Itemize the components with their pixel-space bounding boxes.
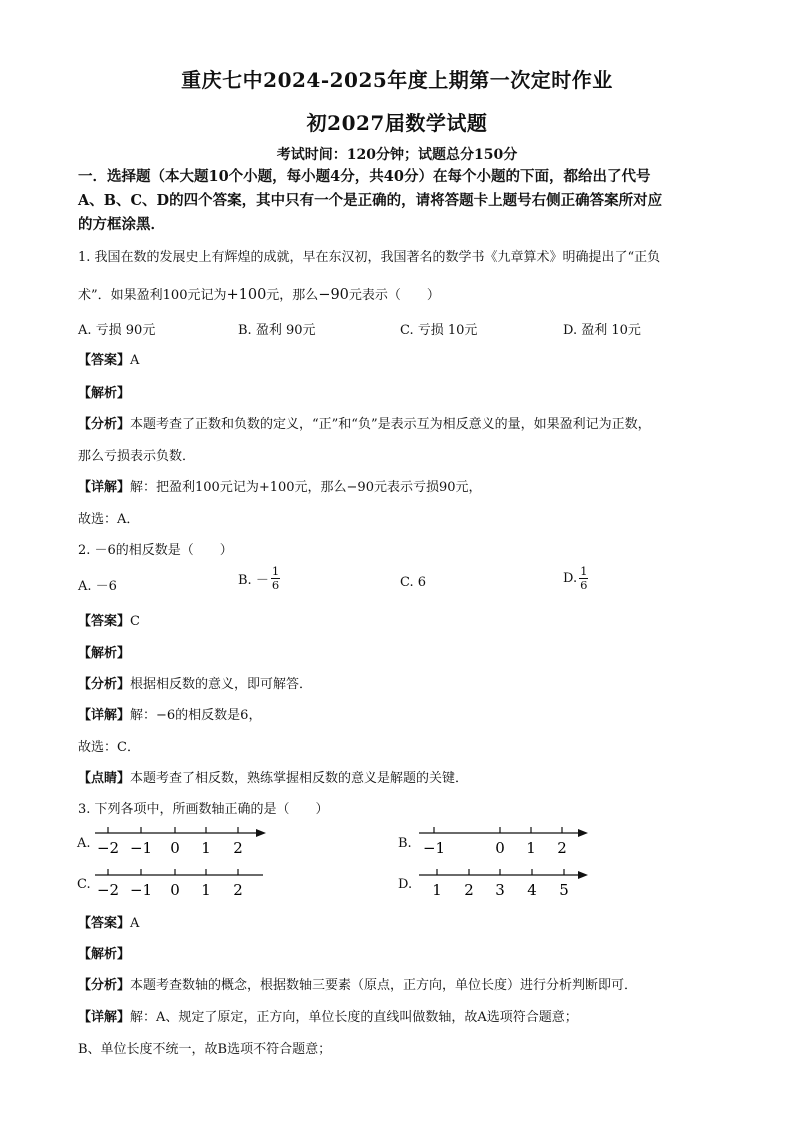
q1-answer bbox=[78, 349, 139, 368]
q1-fenxi-line2: 那么亏损表示负数． bbox=[78, 449, 196, 464]
axis-arrow bbox=[578, 871, 588, 879]
axis-tick-label: 1 bbox=[201, 839, 211, 857]
q2-fenxi bbox=[78, 673, 312, 692]
dianjing-text: 本题考查了相反数，熟练掌握相反数的意义是解题的关键． bbox=[130, 771, 469, 786]
q2-option-a: A. －6 bbox=[78, 579, 117, 594]
q1-analysis-tag: 【解析】 bbox=[78, 386, 131, 401]
q3-detail-b: B、单位长度不统一，故B选项不符合题意； bbox=[78, 1042, 332, 1057]
exam-info: 考试时间：120分钟；试题总分150分 bbox=[276, 147, 518, 163]
axis-c-letter: C. bbox=[77, 877, 91, 892]
q3-answer bbox=[78, 912, 139, 931]
axis-tick-label: −1 bbox=[129, 839, 153, 857]
detail-tag: 【详解】 bbox=[78, 708, 131, 723]
fenxi-tag: 【分析】 bbox=[78, 677, 131, 692]
q1-stem-line2 bbox=[78, 284, 440, 303]
detail-tag: 【详解】 bbox=[78, 480, 131, 495]
q3-stem: 3. 下列各项中，所画数轴正确的是（ ） bbox=[78, 802, 329, 817]
axis-tick-label: 5 bbox=[559, 881, 569, 899]
axis-arrow bbox=[578, 829, 588, 837]
axis-tick-label: 1 bbox=[526, 839, 536, 857]
answer-tag: 【答案】 bbox=[78, 614, 131, 629]
answer-tag: 【答案】 bbox=[78, 916, 131, 931]
q1-option-a: A. 亏损 90元 bbox=[78, 323, 156, 338]
axis-tick-label: −1 bbox=[422, 839, 446, 857]
q1-math-minus90: −90 bbox=[318, 287, 349, 303]
axis-tick-label: −2 bbox=[96, 881, 120, 899]
fraction-numerator: 1 bbox=[580, 564, 588, 578]
answer-tag: 【答案】 bbox=[78, 353, 131, 368]
axis-tick-label: 1 bbox=[201, 881, 211, 899]
axis-tick-label: 0 bbox=[495, 839, 505, 857]
q2-option-d-fraction bbox=[579, 565, 588, 592]
fenxi-tag: 【分析】 bbox=[78, 417, 131, 432]
axis-a-letter: A. bbox=[77, 836, 91, 851]
axis-b-letter: B. bbox=[398, 836, 412, 851]
detail-text: 解：把盈利100元记为+100元，那么−90元表示亏损90元， bbox=[130, 480, 482, 495]
axis-tick-label: 0 bbox=[170, 881, 180, 899]
section-heading-line: A、B、C、D的四个答案，其中只有一个是正确的，请将答题卡上题号右侧正确答案所对应 bbox=[78, 192, 663, 209]
q2-option-b-prefix: B. － bbox=[238, 573, 269, 588]
q2-option-b-fraction bbox=[271, 565, 280, 592]
q1-stem-line1: 1. 我国在数的发展史上有辉煌的成就，早在东汉初，我国著名的数学书《九章算术》明确提出了“正负 bbox=[78, 250, 661, 265]
q1-math-plus100: +100 bbox=[226, 287, 267, 303]
fenxi-text: 本题考查数轴的概念，根据数轴三要素（原点，正方向，单位长度）进行分析判断即可． bbox=[130, 978, 638, 993]
dianjing-tag: 【点睛】 bbox=[78, 771, 131, 786]
axis-tick-label: 3 bbox=[495, 881, 505, 899]
section-heading-line: 一．选择题（本大题10个小题，每小题4分，共40分）在每个小题的下面，都给出了代号 bbox=[78, 168, 651, 185]
answer-value: A bbox=[130, 916, 140, 931]
q2-option-d-prefix: D. bbox=[563, 571, 578, 586]
axis-tick-label: −1 bbox=[129, 881, 153, 899]
number-line-b bbox=[414, 822, 599, 862]
q2-detail bbox=[78, 704, 261, 723]
detail-tag: 【详解】 bbox=[78, 1010, 131, 1025]
number-line-d bbox=[414, 864, 599, 904]
axis-tick-label: 2 bbox=[464, 881, 474, 899]
number-line-c bbox=[90, 864, 275, 904]
q1-choose: 故选：A． bbox=[78, 512, 140, 527]
fenxi-tag: 【分析】 bbox=[78, 978, 131, 993]
q2-choose: 故选：C． bbox=[78, 740, 140, 755]
axis-d-letter: D. bbox=[398, 877, 413, 892]
page-subtitle: 初2027届数学试题 bbox=[306, 111, 488, 135]
fenxi-text: 根据相反数的意义，即可解答． bbox=[130, 677, 313, 692]
q1-fenxi-line1 bbox=[78, 413, 651, 432]
q1-option-c: C. 亏损 10元 bbox=[400, 323, 478, 338]
answer-value: C bbox=[130, 614, 140, 629]
q2-answer bbox=[78, 610, 140, 629]
number-line-a bbox=[90, 822, 275, 862]
q1-option-d: D. 盈利 10元 bbox=[563, 323, 641, 338]
answer-value: A bbox=[130, 353, 140, 368]
axis-tick-label: 0 bbox=[170, 839, 180, 857]
q2-stem: 2. －6的相反数是（ ） bbox=[78, 543, 233, 558]
detail-text: 解：A、规定了原定，正方向，单位长度的直线叫做数轴，故A选项符合题意； bbox=[130, 1010, 578, 1025]
detail-text: 解：−6的相反数是6， bbox=[130, 708, 262, 723]
fraction-denominator: 6 bbox=[580, 578, 588, 592]
q3-fenxi bbox=[78, 974, 637, 993]
q2-dianjing bbox=[78, 767, 468, 786]
q1-option-b: B. 盈利 90元 bbox=[238, 323, 316, 338]
axis-tick-label: 2 bbox=[557, 839, 567, 857]
q1-stem-text: 术”．如果盈利100元记为 bbox=[78, 288, 227, 303]
section-heading bbox=[78, 165, 728, 237]
q2-analysis-tag: 【解析】 bbox=[78, 646, 131, 661]
axis-tick-label: −2 bbox=[96, 839, 120, 857]
q1-stem-text: 元，那么 bbox=[266, 288, 319, 303]
fraction-numerator: 1 bbox=[271, 564, 280, 578]
axis-arrow bbox=[256, 829, 266, 837]
axis-tick-label: 4 bbox=[527, 881, 537, 899]
axis-tick-label: 2 bbox=[233, 881, 243, 899]
axis-tick-label: 1 bbox=[432, 881, 442, 899]
q3-analysis-tag: 【解析】 bbox=[78, 947, 131, 962]
q2-option-d bbox=[563, 565, 588, 592]
section-heading-line: 的方框涂黑． bbox=[78, 216, 165, 233]
q1-detail bbox=[78, 476, 482, 495]
page-title: 重庆七中2024-2025年度上期第一次定时作业 bbox=[181, 68, 613, 92]
q2-option-b bbox=[238, 565, 280, 592]
axis-tick-label: 2 bbox=[233, 839, 243, 857]
q3-detail bbox=[78, 1006, 578, 1025]
q1-stem-text: 元表示（ ） bbox=[348, 288, 440, 303]
q2-option-c: C. 6 bbox=[400, 575, 427, 590]
fraction-denominator: 6 bbox=[271, 578, 280, 592]
fenxi-text: 本题考查了正数和负数的定义，“正”和“负”是表示互为相反意义的量，如果盈利记为正数， bbox=[130, 417, 651, 432]
